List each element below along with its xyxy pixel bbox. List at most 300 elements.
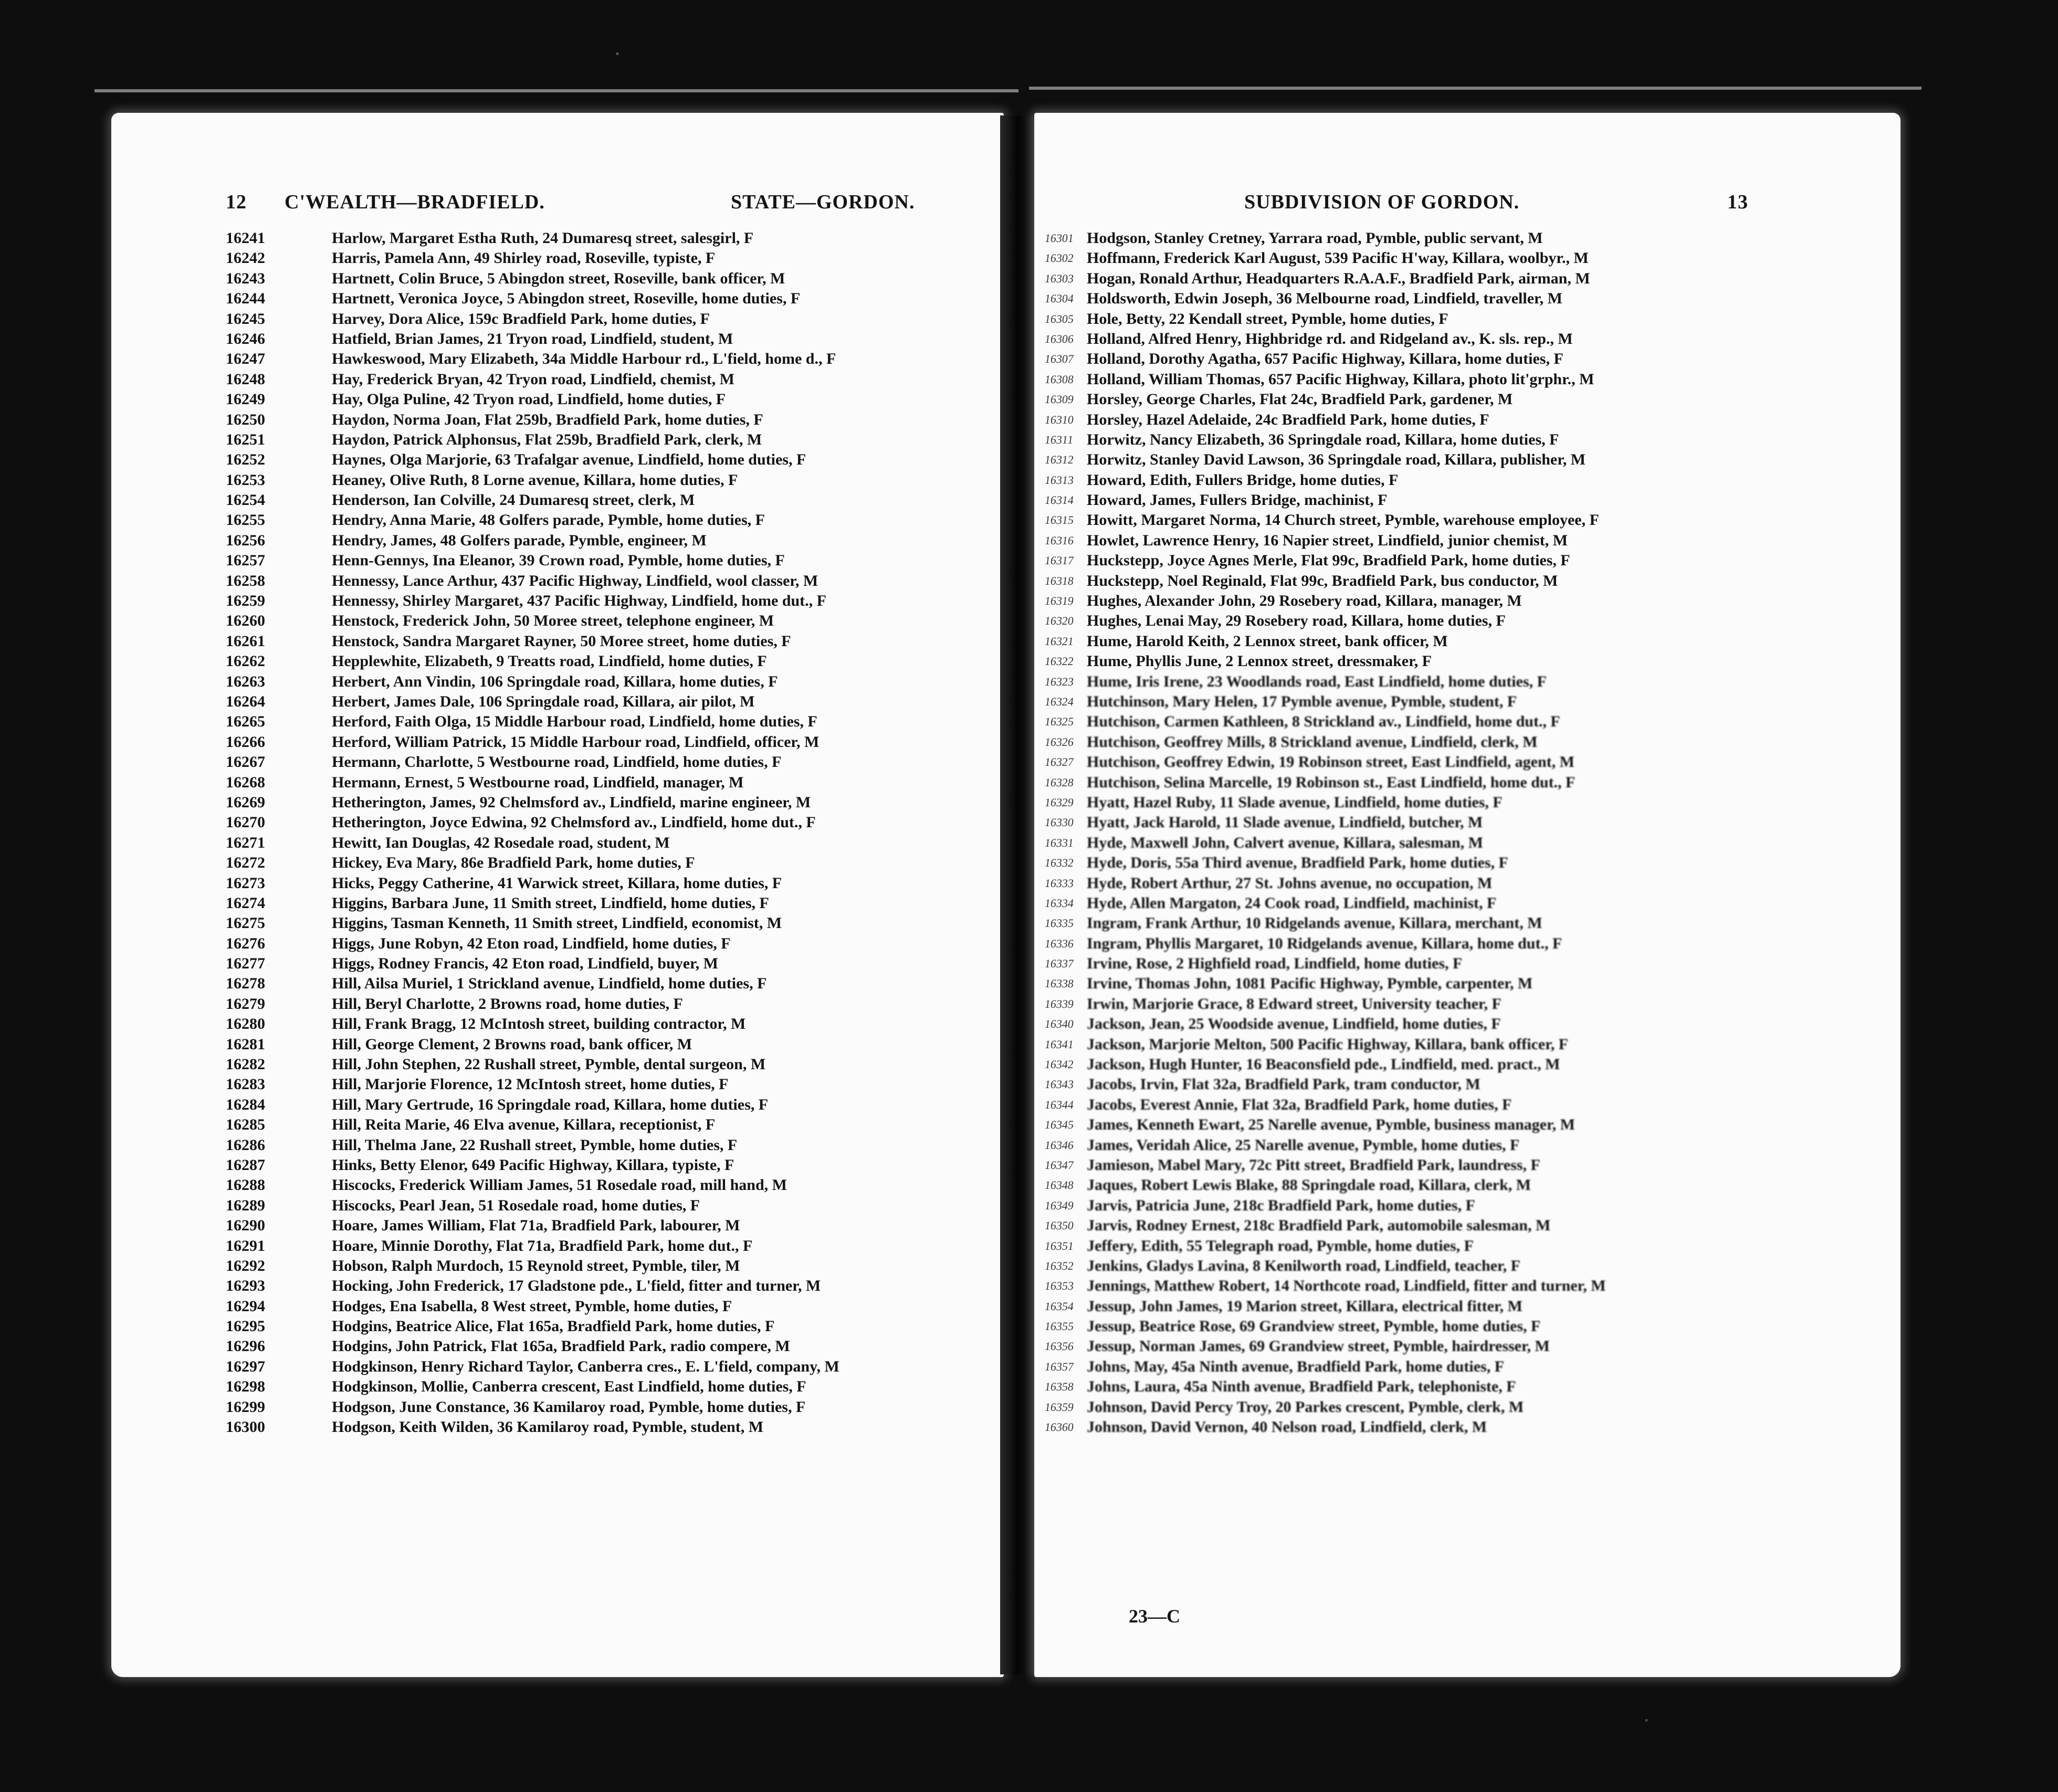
list-item	[1034, 672, 1900, 692]
list-item	[1034, 752, 1900, 772]
entry-text: Hill, George Clement, 2 Browns road, bank officer, M	[332, 1035, 692, 1053]
entry-number: 16345	[1044, 1118, 1075, 1132]
entry-text: Herbert, Ann Vindin, 106 Springdale road, Killara, home duties, F	[332, 672, 778, 690]
list-item	[1034, 934, 1900, 954]
entry-text: Hickey, Eva Mary, 86e Bradfield Park, home duties, F	[332, 854, 695, 872]
list-item	[1034, 1256, 1900, 1276]
entry-number: 16287	[226, 1156, 265, 1174]
entry-text: Hume, Phyllis June, 2 Lennox street, dressmaker, F	[1087, 652, 1432, 670]
entry-text: Harris, Pamela Ann, 49 Shirley road, Roseville, typiste, F	[332, 249, 716, 267]
entry-text: Johns, Laura, 45a Ninth avenue, Bradfield Park, telephoniste, F	[1087, 1378, 1516, 1396]
page-number: 13	[1727, 191, 1748, 213]
entry-number: 16348	[1044, 1178, 1075, 1192]
list-item	[111, 1196, 1004, 1216]
entry-text: Hewitt, Ian Douglas, 42 Rosedale road, student, M	[332, 834, 670, 851]
list-item	[111, 853, 1004, 873]
entry-number: 16315	[1044, 513, 1075, 527]
entry-number: 16321	[1044, 634, 1075, 648]
list-item	[111, 591, 1004, 611]
entry-number: 16353	[1044, 1279, 1075, 1293]
list-item	[1034, 651, 1900, 671]
entry-text: Holland, Dorothy Agatha, 657 Pacific Highway, Killara, home duties, F	[1087, 350, 1563, 368]
list-item	[111, 1377, 1004, 1397]
entry-text: Harvey, Dora Alice, 159c Bradfield Park, home duties, F	[332, 310, 710, 328]
entry-number: 16329	[1044, 795, 1075, 809]
entry-number: 16272	[226, 854, 265, 872]
entry-text: Howlet, Lawrence Henry, 16 Napier street, Lindfield, junior chemist, M	[1087, 531, 1568, 549]
list-item	[111, 954, 1004, 974]
list-item	[111, 994, 1004, 1014]
entry-text: Hill, Reita Marie, 46 Elva avenue, Killara, receptionist, F	[332, 1116, 716, 1134]
entry-number: 16347	[1044, 1158, 1075, 1172]
entry-number: 16346	[1044, 1138, 1075, 1152]
entry-text: Howitt, Margaret Norma, 14 Church street, Pymble, warehouse employee, F	[1087, 511, 1599, 529]
list-item	[111, 1316, 1004, 1336]
list-item	[1034, 1074, 1900, 1094]
list-item	[1034, 1095, 1900, 1115]
entry-number: 16326	[1044, 735, 1075, 749]
entry-number: 16359	[1044, 1400, 1075, 1414]
entry-text: Hawkeswood, Mary Elizabeth, 34a Middle Harbour rd., L'field, home d., F	[332, 350, 836, 368]
entry-text: Hyde, Doris, 55a Third avenue, Bradfield Park, home duties, F	[1087, 854, 1508, 872]
entry-text: James, Veridah Alice, 25 Narelle avenue, Pymble, home duties, F	[1087, 1136, 1520, 1154]
list-item	[111, 692, 1004, 712]
entry-text: Holdsworth, Edwin Joseph, 36 Melbourne road, Lindfield, traveller, M	[1087, 290, 1562, 308]
list-item	[1034, 389, 1900, 409]
header-center-title: SUBDIVISION OF GORDON.	[1244, 191, 1520, 213]
entry-number: 16309	[1044, 393, 1075, 406]
entry-text: Hill, Beryl Charlotte, 2 Browns road, home duties, F	[332, 995, 683, 1013]
entry-number: 16295	[226, 1317, 265, 1335]
list-item	[1034, 490, 1900, 510]
entry-text: Hutchison, Carmen Kathleen, 8 Strickland av., Lindfield, home dut., F	[1087, 713, 1560, 731]
entry-number: 16249	[226, 391, 265, 408]
list-item	[111, 370, 1004, 389]
entry-number: 16344	[1044, 1098, 1075, 1111]
list-item	[1034, 410, 1900, 430]
entry-text: Horsley, Hazel Adelaide, 24c Bradfield Park, home duties, F	[1087, 410, 1489, 428]
entry-number: 16313	[1044, 473, 1075, 487]
entry-number: 16273	[226, 874, 265, 892]
entry-text: Jarvis, Rodney Ernest, 218c Bradfield Park, automobile salesman, M	[1087, 1217, 1551, 1235]
list-item	[111, 1135, 1004, 1155]
entry-number: 16252	[226, 451, 265, 469]
left-entry-list	[111, 228, 1004, 1437]
entry-text: Hoffmann, Frederick Karl August, 539 Pacific H'way, Killara, woolbyr., M	[1087, 249, 1589, 267]
list-item	[111, 712, 1004, 732]
list-item	[1034, 430, 1900, 450]
entry-number: 16284	[226, 1095, 265, 1113]
left-page-header	[111, 191, 1004, 222]
entry-text: Jackson, Marjorie Melton, 500 Pacific Highway, Killara, bank officer, F	[1087, 1035, 1569, 1053]
list-item	[1034, 853, 1900, 873]
list-item	[1034, 732, 1900, 752]
entry-text: Hodgkinson, Henry Richard Taylor, Canberra cres., E. L'field, company, M	[332, 1357, 839, 1375]
entry-number: 16330	[1044, 816, 1075, 829]
entry-number: 16341	[1044, 1037, 1075, 1051]
entry-number: 16304	[1044, 292, 1075, 305]
entry-number: 16301	[1044, 231, 1075, 245]
entry-text: Hill, John Stephen, 22 Rushall street, Pymble, dental surgeon, M	[332, 1056, 766, 1073]
list-item	[1034, 248, 1900, 268]
entry-number: 16274	[226, 894, 265, 912]
entry-number: 16318	[1044, 574, 1075, 587]
list-item	[1034, 692, 1900, 712]
list-item	[111, 1216, 1004, 1236]
list-item	[1034, 510, 1900, 530]
entry-text: Jessup, Norman James, 69 Grandview street, Pymble, hairdresser, M	[1087, 1337, 1550, 1355]
list-item	[111, 571, 1004, 591]
entry-text: Horwitz, Nancy Elizabeth, 36 Springdale road, Killara, home duties, F	[1087, 430, 1559, 448]
entry-text: Hiscocks, Frederick William James, 51 Rosedale road, mill hand, M	[332, 1176, 787, 1194]
list-item	[111, 510, 1004, 530]
entry-text: Hepplewhite, Elizabeth, 9 Treatts road, Lindfield, home duties, F	[332, 652, 767, 670]
list-item	[111, 1115, 1004, 1135]
list-item	[111, 893, 1004, 913]
entry-number: 16342	[1044, 1058, 1075, 1071]
entry-number: 16261	[226, 632, 265, 650]
list-item	[1034, 450, 1900, 470]
entry-text: Hermann, Ernest, 5 Westbourne road, Lindfield, manager, M	[332, 773, 744, 791]
entry-number: 16310	[1044, 413, 1075, 426]
entry-text: Hetherington, James, 92 Chelmsford av., Lindfield, marine engineer, M	[332, 793, 811, 811]
list-item	[111, 833, 1004, 853]
entry-number: 16258	[226, 572, 265, 589]
entry-text: Huckstepp, Noel Reginald, Flat 99c, Bradfield Park, bus conductor, M	[1087, 572, 1558, 589]
entry-number: 16269	[226, 793, 265, 811]
list-item	[111, 430, 1004, 450]
list-item	[111, 813, 1004, 832]
entry-text: Johns, May, 45a Ninth avenue, Bradfield Park, home duties, F	[1087, 1357, 1505, 1375]
list-item	[1034, 793, 1900, 813]
list-item	[111, 309, 1004, 329]
entry-text: Hyde, Allen Margaton, 24 Cook road, Lindfield, machinist, F	[1087, 894, 1497, 912]
entry-number: 16265	[226, 713, 265, 731]
entry-number: 16251	[226, 430, 265, 448]
entry-number: 16325	[1044, 715, 1075, 729]
entry-text: Hill, Mary Gertrude, 16 Springdale road, Killara, home duties, F	[332, 1095, 769, 1113]
list-item	[111, 611, 1004, 631]
entry-text: Heaney, Olive Ruth, 8 Lorne avenue, Killara, home duties, F	[332, 471, 738, 489]
entry-number: 16288	[226, 1176, 265, 1194]
entry-number: 16349	[1044, 1198, 1075, 1212]
entry-number: 16296	[226, 1337, 265, 1355]
list-item	[111, 1095, 1004, 1115]
list-item	[111, 490, 1004, 510]
right-page	[1034, 113, 1900, 1677]
entry-number: 16323	[1044, 674, 1075, 688]
entry-text: Hermann, Charlotte, 5 Westbourne road, Lindfield, home duties, F	[332, 753, 782, 771]
entry-number: 16300	[226, 1418, 265, 1436]
entry-text: Hill, Thelma Jane, 22 Rushall street, Pymble, home duties, F	[332, 1136, 738, 1154]
list-item	[111, 1256, 1004, 1276]
entry-text: Jacobs, Irvin, Flat 32a, Bradfield Park, tram conductor, M	[1087, 1076, 1480, 1093]
list-item	[111, 289, 1004, 309]
entry-text: Henstock, Sandra Margaret Rayner, 50 Moree street, home duties, F	[332, 632, 791, 650]
list-item	[1034, 1296, 1900, 1316]
entry-text: Hume, Harold Keith, 2 Lennox street, bank officer, M	[1087, 632, 1448, 650]
entry-text: Jeffery, Edith, 55 Telegraph road, Pymble, home duties, F	[1087, 1237, 1474, 1255]
entry-text: Hicks, Peggy Catherine, 41 Warwick street, Killara, home duties, F	[332, 874, 782, 892]
entry-text: Howard, James, Fullers Bridge, machinist, F	[1087, 491, 1388, 509]
entry-number: 16319	[1044, 594, 1075, 608]
list-item	[1034, 1236, 1900, 1256]
entry-text: Hodgkinson, Mollie, Canberra crescent, East Lindfield, home duties, F	[332, 1378, 806, 1396]
list-item	[1034, 913, 1900, 933]
list-item	[111, 349, 1004, 369]
entry-text: Hyatt, Hazel Ruby, 11 Slade avenue, Lindfield, home duties, F	[1087, 793, 1503, 811]
entry-number: 16334	[1044, 896, 1075, 910]
entry-text: Herbert, James Dale, 106 Springdale road, Killara, air pilot, M	[332, 692, 755, 710]
list-item	[1034, 370, 1900, 389]
entry-number: 16297	[226, 1357, 265, 1375]
entry-number: 16317	[1044, 554, 1075, 567]
entry-number: 16354	[1044, 1299, 1075, 1313]
entry-number: 16242	[226, 249, 265, 267]
book-gutter	[1000, 115, 1038, 1674]
page-signature: 23—C	[1129, 1606, 1180, 1627]
list-item	[1034, 813, 1900, 832]
list-item	[111, 1336, 1004, 1356]
list-item	[1034, 1196, 1900, 1216]
entry-text: Jacobs, Everest Annie, Flat 32a, Bradfield Park, home duties, F	[1087, 1095, 1512, 1113]
entry-number: 16280	[226, 1015, 265, 1033]
entry-number: 16358	[1044, 1380, 1075, 1394]
entry-text: Jenkins, Gladys Lavina, 8 Kenilworth road, Lindfield, teacher, F	[1087, 1257, 1520, 1274]
list-item	[111, 934, 1004, 954]
entry-text: Jessup, John James, 19 Marion street, Killara, electrical fitter, M	[1087, 1297, 1522, 1315]
entry-text: Hoare, James William, Flat 71a, Bradfield Park, labourer, M	[332, 1217, 740, 1235]
list-item	[111, 1014, 1004, 1034]
entry-number: 16266	[226, 733, 265, 751]
entry-text: Hughes, Lenai May, 29 Rosebery road, Killara, home duties, F	[1087, 612, 1506, 630]
entry-text: Hendry, Anna Marie, 48 Golfers parade, Pymble, home duties, F	[332, 511, 765, 529]
list-item	[111, 752, 1004, 772]
list-item	[1034, 1175, 1900, 1195]
entry-number: 16255	[226, 511, 265, 529]
entry-text: Hume, Iris Irene, 23 Woodlands road, East Lindfield, home duties, F	[1087, 672, 1547, 690]
right-page-header	[1034, 191, 1900, 222]
list-item	[1034, 531, 1900, 551]
list-item	[1034, 1357, 1900, 1377]
entry-number: 16254	[226, 491, 265, 509]
list-item	[1034, 1417, 1900, 1437]
list-item	[111, 974, 1004, 994]
entry-text: Hutchison, Geoffrey Edwin, 19 Robinson street, East Lindfield, agent, M	[1087, 753, 1574, 771]
entry-number: 16324	[1044, 694, 1075, 708]
list-item	[1034, 873, 1900, 893]
entry-text: Hatfield, Brian James, 21 Tryon road, Lindfield, student, M	[332, 330, 733, 347]
list-item	[1034, 974, 1900, 994]
entry-text: Hill, Ailsa Muriel, 1 Strickland avenue, Lindfield, home duties, F	[332, 975, 767, 993]
entry-text: Henstock, Frederick John, 50 Moree street, telephone engineer, M	[332, 612, 774, 630]
list-item	[111, 1074, 1004, 1094]
entry-number: 16294	[226, 1297, 265, 1315]
entry-number: 16279	[226, 995, 265, 1013]
list-item	[1034, 1377, 1900, 1397]
entry-number: 16355	[1044, 1320, 1075, 1333]
list-item	[111, 672, 1004, 692]
list-item	[111, 1397, 1004, 1417]
entry-text: Hill, Frank Bragg, 12 McIntosh street, building contractor, M	[332, 1015, 746, 1033]
entry-number: 16250	[226, 410, 265, 428]
list-item	[1034, 1336, 1900, 1356]
entry-number: 16328	[1044, 775, 1075, 789]
list-item	[111, 913, 1004, 933]
entry-number: 16307	[1044, 352, 1075, 366]
entry-number: 16337	[1044, 957, 1075, 971]
entry-text: Ingram, Phyllis Margaret, 10 Ridgelands avenue, Killara, home dut., F	[1087, 934, 1562, 952]
entry-number: 16333	[1044, 876, 1075, 890]
list-item	[111, 651, 1004, 671]
entry-number: 16278	[226, 975, 265, 993]
entry-number: 16286	[226, 1136, 265, 1154]
entry-number: 16302	[1044, 251, 1075, 265]
list-item	[1034, 1216, 1900, 1236]
list-item	[111, 228, 1004, 248]
entry-number: 16268	[226, 773, 265, 791]
entry-text: Hodgson, June Constance, 36 Kamilaroy road, Pymble, home duties, F	[332, 1398, 806, 1416]
entry-text: Holland, Alfred Henry, Highbridge rd. and Ridgeland av., K. sls. rep., M	[1087, 330, 1573, 347]
entry-text: Higgins, Tasman Kenneth, 11 Smith street, Lindfield, economist, M	[332, 914, 782, 932]
entry-number: 16257	[226, 552, 265, 570]
entry-number: 16331	[1044, 836, 1075, 849]
entry-text: Huckstepp, Joyce Agnes Merle, Flat 99c, Bradfield Park, home duties, F	[1087, 552, 1570, 570]
list-item	[111, 793, 1004, 813]
entry-text: Hodgson, Stanley Cretney, Yarrara road, Pymble, public servant, M	[1087, 229, 1543, 247]
entry-number: 16244	[226, 290, 265, 308]
list-item	[1034, 1155, 1900, 1175]
entry-text: Hennessy, Lance Arthur, 437 Pacific Highway, Lindfield, wool classer, M	[332, 572, 818, 589]
entry-text: Jaques, Robert Lewis Blake, 88 Springdale road, Killara, clerk, M	[1087, 1176, 1531, 1194]
entry-text: Haydon, Patrick Alphonsus, Flat 259b, Bradfield Park, clerk, M	[332, 430, 762, 448]
entry-text: Irvine, Rose, 2 Highfield road, Lindfield, home duties, F	[1087, 955, 1463, 973]
entry-text: Horwitz, Stanley David Lawson, 36 Springdale road, Killara, publisher, M	[1087, 451, 1586, 469]
entry-text: Hughes, Alexander John, 29 Rosebery road, Killara, manager, M	[1087, 592, 1522, 610]
list-item	[111, 1357, 1004, 1377]
entry-number: 16289	[226, 1196, 265, 1214]
entry-number: 16247	[226, 350, 265, 368]
entry-number: 16282	[226, 1056, 265, 1073]
entry-number: 16291	[226, 1237, 265, 1255]
list-item	[111, 1155, 1004, 1175]
list-item	[1034, 1115, 1900, 1135]
entry-text: Jarvis, Patricia June, 218c Bradfield Park, home duties, F	[1087, 1196, 1475, 1214]
list-item	[111, 1175, 1004, 1195]
entry-number: 16245	[226, 310, 265, 328]
entry-text: Hole, Betty, 22 Kendall street, Pymble, home duties, F	[1087, 310, 1448, 328]
list-item	[111, 873, 1004, 893]
entry-text: Harlow, Margaret Estha Ruth, 24 Dumaresq street, salesgirl, F	[332, 229, 754, 247]
entry-text: Hutchinson, Mary Helen, 17 Pymble avenue, Pymble, student, F	[1087, 692, 1517, 710]
entry-number: 16256	[226, 531, 265, 549]
entry-number: 16293	[226, 1277, 265, 1295]
list-item	[1034, 349, 1900, 369]
entry-text: Johnson, David Vernon, 40 Nelson road, Lindfield, clerk, M	[1087, 1418, 1487, 1436]
entry-text: James, Kenneth Ewart, 25 Narelle avenue, Pymble, business manager, M	[1087, 1116, 1575, 1134]
list-item	[111, 1035, 1004, 1055]
list-item	[111, 1236, 1004, 1256]
entry-text: Irwin, Marjorie Grace, 8 Edward street, University teacher, F	[1087, 995, 1502, 1013]
list-item	[1034, 773, 1900, 793]
entry-text: Henn-Gennys, Ina Eleanor, 39 Crown road, Pymble, home duties, F	[332, 552, 785, 570]
entry-number: 16248	[226, 370, 265, 388]
entry-text: Hyde, Maxwell John, Calvert avenue, Killara, salesman, M	[1087, 834, 1483, 851]
page-edge	[1029, 87, 1922, 90]
list-item	[111, 1417, 1004, 1437]
entry-number: 16322	[1044, 655, 1075, 668]
entry-text: Hodgins, Beatrice Alice, Flat 165a, Bradfield Park, home duties, F	[332, 1317, 775, 1335]
entry-text: Herford, Faith Olga, 15 Middle Harbour road, Lindfield, home duties, F	[332, 713, 817, 731]
list-item	[1034, 591, 1900, 611]
entry-number: 16335	[1044, 916, 1075, 930]
entry-number: 16292	[226, 1257, 265, 1274]
entry-text: Hay, Olga Puline, 42 Tryon road, Lindfield, home duties, F	[332, 391, 726, 408]
entry-text: Jamieson, Mabel Mary, 72c Pitt street, Bradfield Park, laundress, F	[1087, 1156, 1540, 1174]
entry-number: 16281	[226, 1035, 265, 1053]
list-item	[1034, 309, 1900, 329]
entry-text: Jessup, Beatrice Rose, 69 Grandview street, Pymble, home duties, F	[1087, 1317, 1541, 1335]
left-page	[111, 113, 1004, 1677]
entry-text: Hocking, John Frederick, 17 Gladstone pde., L'field, fitter and turner, M	[332, 1277, 821, 1295]
entry-text: Jackson, Jean, 25 Woodside avenue, Lindfield, home duties, F	[1087, 1015, 1501, 1033]
entry-text: Hartnett, Veronica Joyce, 5 Abingdon street, Roseville, home duties, F	[332, 290, 801, 308]
entry-text: Hendry, James, 48 Golfers parade, Pymble, engineer, M	[332, 531, 707, 549]
entry-number: 16357	[1044, 1359, 1075, 1373]
list-item	[111, 450, 1004, 470]
entry-number: 16299	[226, 1398, 265, 1416]
entry-text: Herford, William Patrick, 15 Middle Harbour road, Lindfield, officer, M	[332, 733, 820, 751]
entry-text: Ingram, Frank Arthur, 10 Ridgelands avenue, Killara, merchant, M	[1087, 914, 1542, 932]
list-item	[1034, 1276, 1900, 1296]
entry-number: 16259	[226, 592, 265, 610]
list-item	[1034, 611, 1900, 631]
header-right-title: STATE—GORDON.	[731, 191, 915, 213]
entry-text: Hill, Marjorie Florence, 12 McIntosh street, home duties, F	[332, 1076, 729, 1093]
list-item	[111, 631, 1004, 651]
entry-text: Higgs, June Robyn, 42 Eton road, Lindfield, home duties, F	[332, 934, 731, 952]
list-item	[1034, 893, 1900, 913]
list-item	[111, 531, 1004, 551]
entry-number: 16290	[226, 1217, 265, 1235]
list-item	[1034, 289, 1900, 309]
list-item	[1034, 470, 1900, 490]
entry-number: 16339	[1044, 997, 1075, 1010]
entry-number: 16352	[1044, 1259, 1075, 1272]
entry-number: 16316	[1044, 533, 1075, 547]
list-item	[1034, 1035, 1900, 1055]
list-item	[111, 551, 1004, 571]
header-left-title: C'WEALTH—BRADFIELD.	[285, 191, 545, 213]
entry-text: Jackson, Hugh Hunter, 16 Beaconsfield pde., Lindfield, med. pract., M	[1087, 1056, 1560, 1073]
entry-number: 16253	[226, 471, 265, 489]
entry-text: Hay, Frederick Bryan, 42 Tryon road, Lindfield, chemist, M	[332, 370, 734, 388]
entry-number: 16311	[1044, 433, 1075, 446]
entry-text: Jennings, Matthew Robert, 14 Northcote road, Lindfield, fitter and turner, M	[1087, 1277, 1606, 1295]
entry-text: Hodgson, Keith Wilden, 36 Kamilaroy road, Pymble, student, M	[332, 1418, 764, 1436]
entry-text: Higgins, Barbara June, 11 Smith street, Lindfield, home duties, F	[332, 894, 769, 912]
entry-number: 16306	[1044, 332, 1075, 345]
entry-text: Johnson, David Percy Troy, 20 Parkes crescent, Pymble, clerk, M	[1087, 1398, 1524, 1416]
list-item	[111, 389, 1004, 409]
entry-text: Henderson, Ian Colville, 24 Dumaresq street, clerk, M	[332, 491, 695, 509]
list-item	[111, 1276, 1004, 1296]
list-item	[1034, 571, 1900, 591]
entry-text: Hartnett, Colin Bruce, 5 Abingdon street, Roseville, bank officer, M	[332, 269, 785, 287]
entry-text: Holland, William Thomas, 657 Pacific Highway, Killara, photo lit'grphr., M	[1087, 370, 1594, 388]
entry-number: 16243	[226, 269, 265, 287]
entry-text: Hutchison, Geoffrey Mills, 8 Strickland avenue, Lindfield, clerk, M	[1087, 733, 1538, 751]
